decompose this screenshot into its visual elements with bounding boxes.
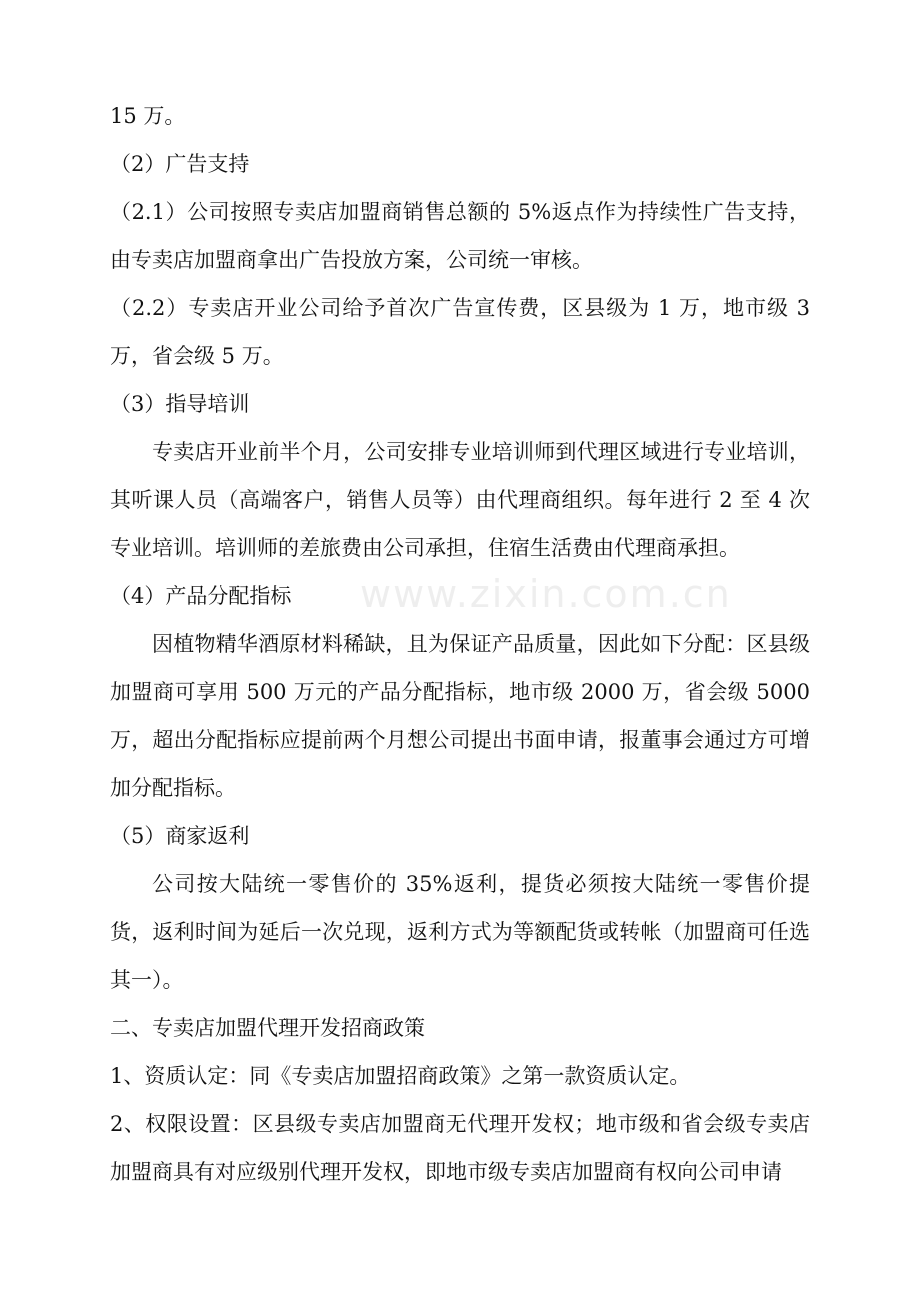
heading-rebate: （5）商家返利 xyxy=(110,824,250,848)
paragraph-permissions: 2、权限设置：区县级专卖店加盟商无代理开发权；地市级和省会级专卖店加盟商具有对应级别代理开发权，即地市级专卖店加盟商有权向公司申请 xyxy=(110,1112,810,1184)
paragraph-product-quota: 因植物精华酒原材料稀缺，且为保证产品质量，因此如下分配：区县级加盟商可享用 500 万元的产品分配指标，地市级 2000 万，省会级 5000 万，超出分配指标应提前两个月想公司提出书面申请，报董事会通过方可增加分配指标。 xyxy=(110,632,810,800)
paragraph-training: 专卖店开业前半个月，公司安排专业培训师到代理区域进行专业培训，其听课人员（高端客户，销售人员等）由代理商组织。每年进行 2 至 4 次专业培训。培训师的差旅费由公司承担，住宿生活费由代理商承担。 xyxy=(110,440,810,560)
heading-training: （3）指导培训 xyxy=(110,392,250,416)
paragraph-ad-rebate: （2.1）公司按照专卖店加盟商销售总额的 5%返点作为持续性广告支持，由专卖店加盟商拿出广告投放方案，公司统一审核。 xyxy=(110,200,810,272)
paragraph-ad-first-fee: （2.2）专卖店开业公司给予首次广告宣传费，区县级为 1 万，地市级 3 万，省会级 5 万。 xyxy=(110,296,810,368)
paragraph-p01: 15 万。 xyxy=(110,104,186,128)
paragraph-rebate: 公司按大陆统一零售价的 35%返利，提货必须按大陆统一零售价提货，返利时间为延后一次兑现，返利方式为等额配货或转帐（加盟商可任选其一）。 xyxy=(110,872,810,992)
section-heading-agency-policy: 二、专卖店加盟代理开发招商政策 xyxy=(110,1016,425,1040)
paragraph-qualification: 1、资质认定：同《专卖店加盟招商政策》之第一款资质认定。 xyxy=(110,1064,691,1088)
heading-product-quota: （4）产品分配指标 xyxy=(110,584,292,608)
heading-ad-support: （2）广告支持 xyxy=(110,152,250,176)
